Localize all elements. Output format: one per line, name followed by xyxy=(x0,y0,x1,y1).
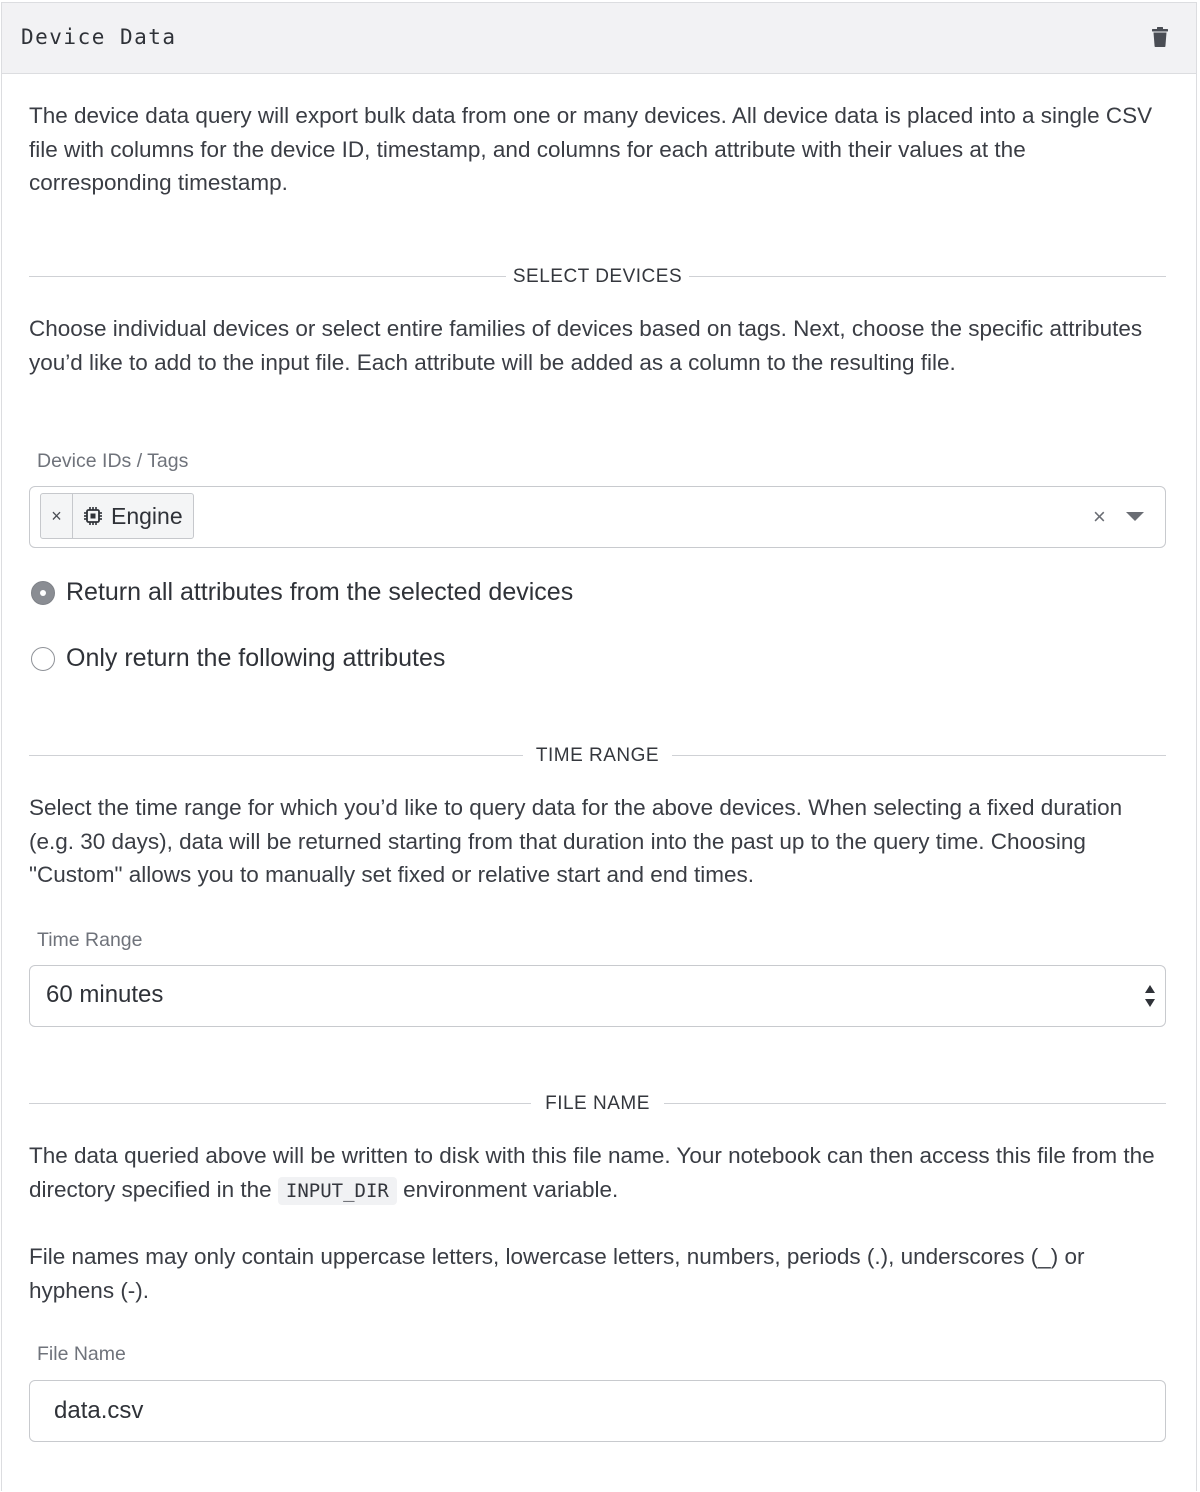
select-devices-divider xyxy=(29,266,1166,286)
panel-header xyxy=(2,3,1196,74)
device-tags-select[interactable] xyxy=(29,486,1166,548)
select-devices-description: Choose individual devices or select entire families of devices based on tags. Next, choose the specific attributes you’d like to add to the input file. Each attribute will be added as a column to the resulting file. xyxy=(29,316,1143,375)
trash-icon xyxy=(1152,27,1168,47)
tag-chip xyxy=(40,493,194,539)
file-name-description-after: environment variable. xyxy=(403,1176,619,1202)
file-name-input[interactable] xyxy=(29,1380,1166,1442)
tag-chip-label: Engine xyxy=(111,502,183,529)
select-arrows-icon xyxy=(1144,983,1156,1009)
radio-checked-icon[interactable] xyxy=(31,581,55,605)
time-range-divider xyxy=(29,745,1166,765)
file-name-description-before: The data queried above will be written to disk with this file name. Your notebook can then access this file from the directory specified in the xyxy=(29,1143,1155,1202)
file-name-heading: FILE NAME xyxy=(545,1093,650,1114)
device-ids-label: Device IDs / Tags xyxy=(37,450,189,472)
time-range-heading: TIME RANGE xyxy=(535,745,660,766)
intro-text: The device data query will export bulk data from one or many devices. All device data is placed into a single CSV file with columns for the device ID, timestamp, and columns for each attribute with their values at the corresponding timestamp. xyxy=(29,103,1153,195)
tag-chip-body xyxy=(73,494,193,538)
time-range-select[interactable] xyxy=(29,965,1166,1027)
chevron-down-icon[interactable] xyxy=(1126,512,1144,521)
radio-specific-attributes-label: Only return the following attributes xyxy=(66,644,446,672)
file-name-rules: File names may only contain uppercase letters, lowercase letters, numbers, periods (.), underscores (_) or hyphens (-). xyxy=(29,1244,1085,1303)
file-name-divider xyxy=(29,1093,1166,1113)
radio-all-attributes[interactable] xyxy=(31,578,573,607)
panel-title: Device Data xyxy=(21,25,177,49)
time-range-value: 60 minutes xyxy=(46,981,164,1008)
input-dir-code: INPUT_DIR xyxy=(278,1177,397,1205)
radio-unchecked-icon[interactable] xyxy=(31,647,55,671)
time-range-description: Select the time range for which you’d like to query data for the above devices. When selecting a fixed duration (e.g. 30 days), data will be returned starting from that duration into the past up to the query time. Choosing "Custom" allows you to manually set fixed or relative start and end times. xyxy=(29,795,1123,887)
clear-selection-button[interactable]: × xyxy=(1093,504,1106,529)
radio-specific-attributes[interactable] xyxy=(31,644,445,673)
chip-icon xyxy=(83,506,103,526)
file-name-value: data.csv xyxy=(54,1397,144,1424)
time-range-label: Time Range xyxy=(37,929,143,951)
radio-all-attributes-label: Return all attributes from the selected devices xyxy=(66,578,574,606)
select-devices-heading: SELECT DEVICES xyxy=(512,266,683,287)
file-name-label: File Name xyxy=(37,1343,126,1365)
delete-button[interactable] xyxy=(1152,27,1174,51)
file-name-description xyxy=(29,1139,1166,1208)
remove-tag-button[interactable]: × xyxy=(41,494,73,538)
